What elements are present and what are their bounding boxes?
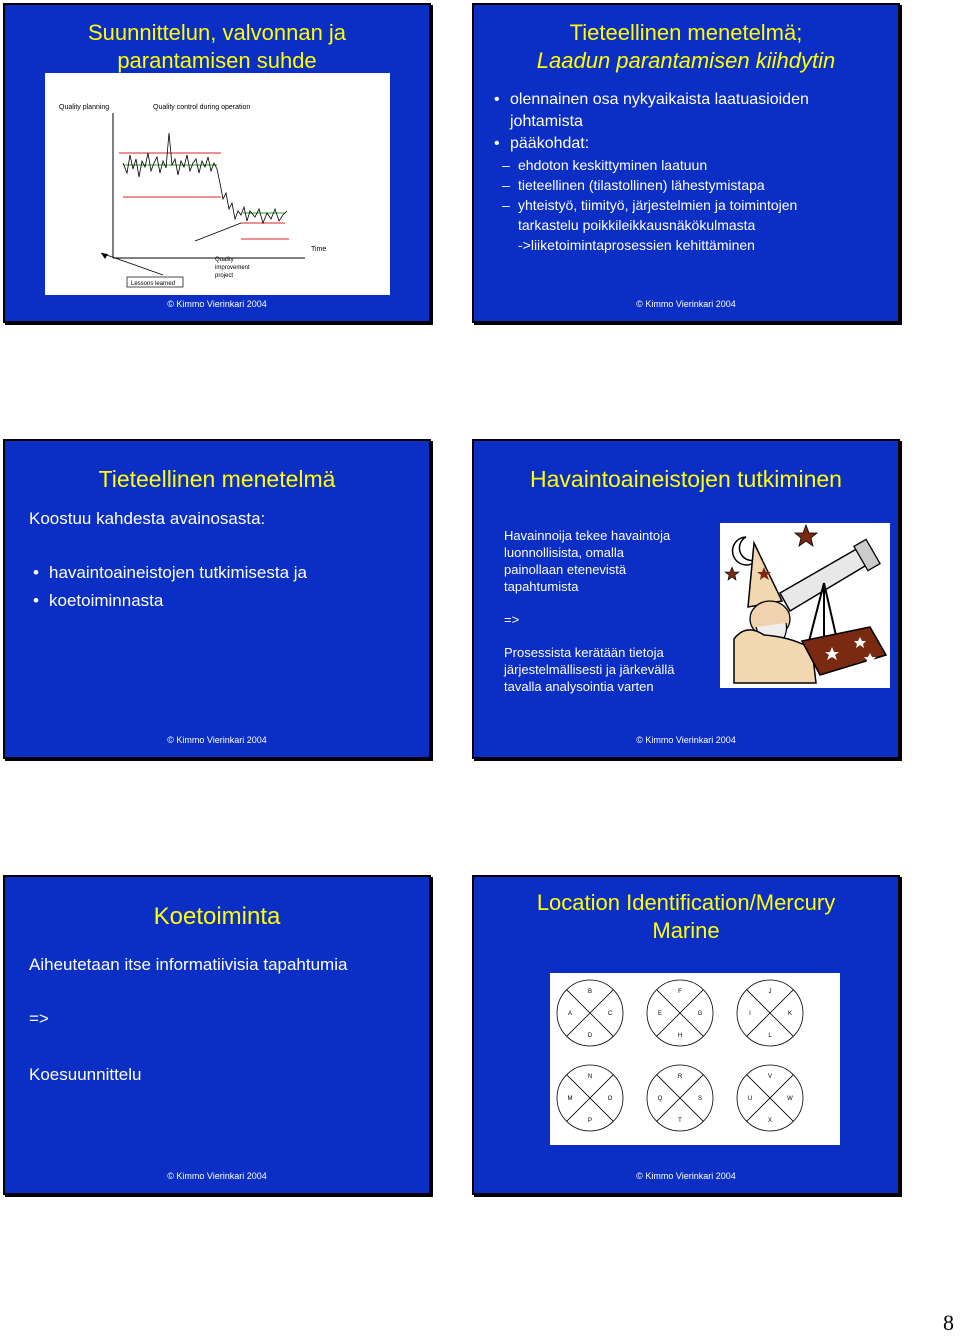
location-label: D (587, 1033, 593, 1039)
location-circle (737, 980, 803, 1046)
location-label: V (767, 1074, 773, 1080)
page-number: 8 (943, 1310, 954, 1335)
slide-1-footer: © Kimmo Vierinkari 2004 (167, 299, 267, 309)
slide-1-title: Suunnittelun, valvonnan ja parantamisen suhde (87, 20, 347, 73)
location-label: B (587, 989, 593, 995)
sub-bullet-3: – yhteistyö, tiimityö, järjestelmien ja toimintojen tarkastelu poikkileikkausnäkökulmasta ->liiketoimintaprosessien kehittäminen (474, 195, 888, 255)
location-label: P (587, 1118, 593, 1124)
slide-4-title: Havaintoaineistojen tutkiminen (530, 466, 842, 492)
slide-4-footer: © Kimmo Vierinkari 2004 (636, 735, 736, 745)
sub-bullet-1: – ehdoton keskittyminen laatuun (474, 155, 888, 175)
slide-3 (3, 439, 431, 759)
bullet-2: • pääkohdat: (490, 133, 888, 155)
time-label: Time (311, 246, 327, 253)
location-label: H (677, 1033, 683, 1039)
bullet-1: • olennainen osa nykyaikaista laatuasioiden johtamista (490, 89, 888, 133)
slide-2 (472, 3, 900, 323)
bullet-2: • koetoiminnasta (29, 587, 429, 615)
location-label: Q (657, 1096, 663, 1102)
location-diagram (550, 973, 840, 1145)
slide-2-title: Tieteellinen menetelmä; Laadun parantamisen kiihdytin (536, 20, 836, 73)
location-label: T (678, 1118, 682, 1124)
location-label: J (768, 989, 772, 995)
location-label: R (677, 1074, 683, 1080)
slide-3-intro: Koostuu kahdesta avainosasta: (29, 509, 266, 528)
slide-6-title: Location Identification/Mercury Marine (536, 890, 836, 943)
location-circle (557, 1065, 623, 1131)
slide-6-footer: © Kimmo Vierinkari 2004 (636, 1171, 736, 1181)
location-label: A (567, 1011, 573, 1017)
slide-4 (472, 439, 900, 759)
bullet-1: • havaintoaineistojen tutkimisesta ja (29, 559, 429, 587)
quality-trilogy-figure (45, 73, 390, 295)
slide-5-line-3: Koesuunnittelu (29, 1065, 142, 1084)
slide-5-footer: © Kimmo Vierinkari 2004 (167, 1171, 267, 1181)
slide-5-line-1: Aiheutetaan itse informatiivisia tapahtumia (29, 955, 348, 974)
slide-4-text: Havainnoija tekee havaintoja luonnollisista, omalla painollaan etenevistä tapahtumista => Prosessista kerätään tietoja järjestelmällisesti ja järkevällä tavalla analysointia varten (504, 528, 675, 694)
location-label: X (767, 1118, 773, 1124)
location-label: E (657, 1011, 663, 1017)
slide-5-line-2: => (29, 1009, 49, 1028)
location-label: G (697, 1011, 703, 1017)
slide-5-title: Koetoiminta (153, 903, 281, 930)
slide-3-title: Tieteellinen menetelmä (98, 466, 336, 492)
lessons-learned-label: Lessons learned (131, 281, 176, 287)
location-label: M (567, 1096, 573, 1102)
location-circle (647, 980, 713, 1046)
quality-control-label: Quality control during operation (153, 104, 251, 111)
location-label: K (787, 1011, 793, 1017)
slide-3-footer: © Kimmo Vierinkari 2004 (167, 735, 267, 745)
slide-1 (3, 3, 431, 323)
location-label: L (768, 1033, 772, 1039)
location-label: W (787, 1096, 793, 1102)
location-label: F (678, 989, 682, 995)
location-label: I (749, 1011, 751, 1017)
location-circle (557, 980, 623, 1046)
location-label: U (747, 1096, 753, 1102)
location-circle (737, 1065, 803, 1131)
quality-improvement-label: Quality improvement project (215, 257, 250, 279)
slide-2-footer: © Kimmo Vierinkari 2004 (636, 299, 736, 309)
location-circle (647, 1065, 713, 1131)
location-label: N (587, 1074, 593, 1080)
slide-5 (3, 875, 431, 1195)
wizard-telescope-illustration (720, 523, 890, 688)
sub-bullet-2: – tieteellinen (tilastollinen) lähestymistapa (474, 175, 888, 195)
location-label: S (697, 1096, 703, 1102)
location-label: O (607, 1096, 613, 1102)
slide-6 (472, 875, 900, 1195)
location-label: C (607, 1011, 613, 1017)
quality-planning-label: Quality planning (59, 104, 110, 111)
